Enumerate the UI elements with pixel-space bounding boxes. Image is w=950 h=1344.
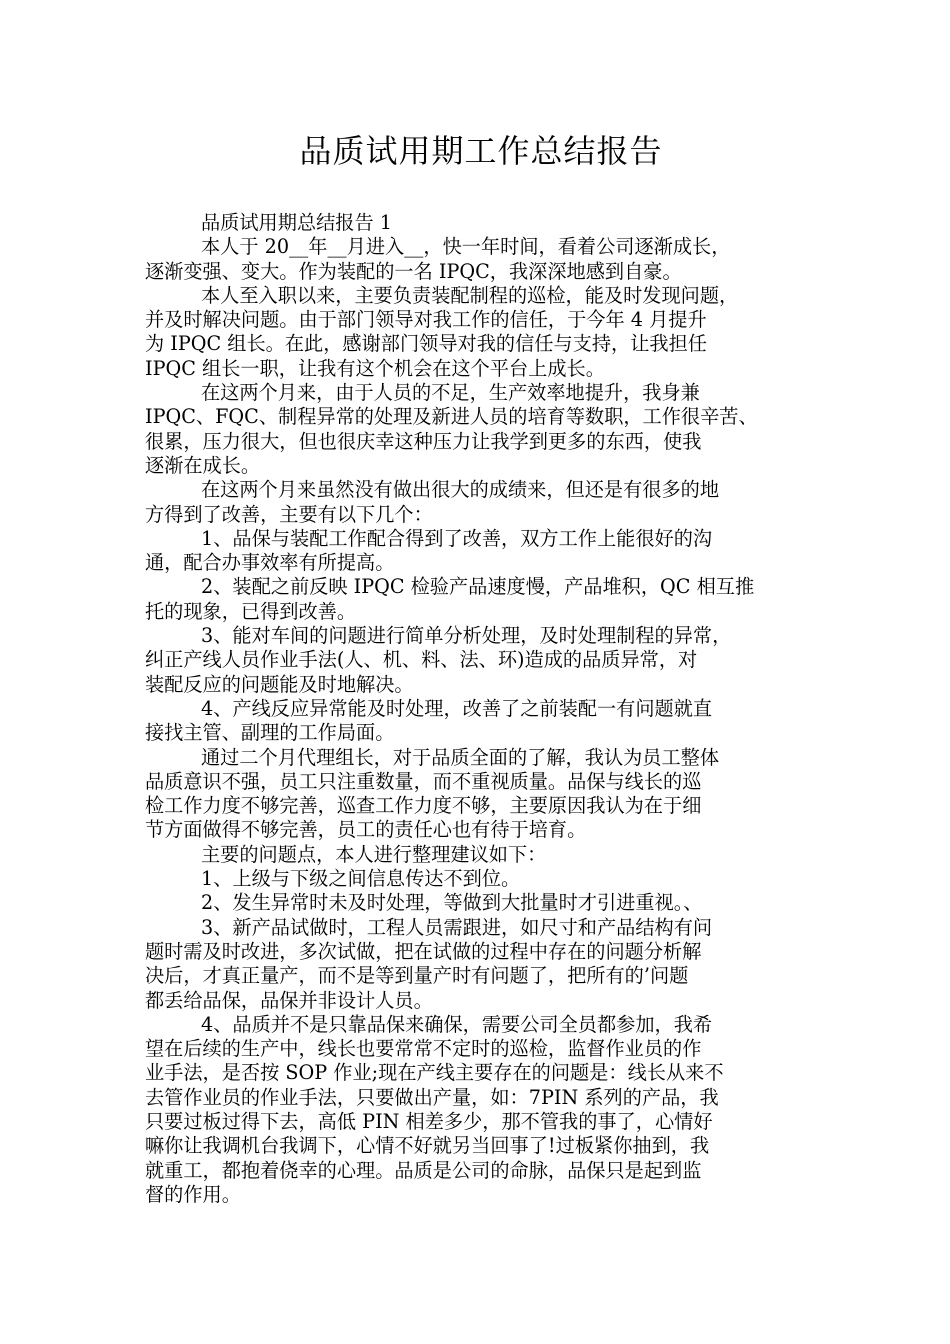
text-line: 题时需及时改进，多次试做，把在试做的过程中存在的问题分析解 — [145, 939, 702, 963]
text-line: 都丢给品保，品保并非设计人员。 — [145, 988, 433, 1012]
text-line: 只要过板过得下去，高低 PIN 相差多少，那不管我的事了，心情好 — [145, 1109, 713, 1133]
text-line: 并及时解决问题。由于部门领导对我工作的信任，于今年 4 月提升 — [145, 308, 707, 332]
text-line: 4、品质并不是只靠品保来确保，需要公司全员都参加，我希 — [201, 1012, 713, 1036]
text-line: 检工作力度不够完善，巡查工作力度不够，主要原因我认为在于细 — [145, 794, 702, 818]
text-line: 2、装配之前反映 IPQC 检验产品速度慢，产品堆积，QC 相互推 — [201, 575, 755, 599]
text-line: 决后，才真正量产，而不是等到量产时有问题了，把所有的’问题 — [145, 964, 689, 988]
text-line: 纠正产线人员作业手法(人、机、料、法、环)造成的品质异常，对 — [145, 648, 698, 672]
document-body — [145, 211, 817, 1207]
text-line: 节方面做得不够完善，员工的责任心也有待于培育。 — [145, 818, 587, 842]
text-line: 在这两个月来，由于人员的不足，生产效率地提升，我身兼 — [201, 381, 700, 405]
text-line: 业手法，是否按 SOP 作业;现在产线主要存在的问题是：线长从来不 — [145, 1061, 724, 1085]
text-line: 嘛你让我调机台我调下，心情不好就另当回事了!过板紧你抽到，我 — [145, 1134, 710, 1158]
text-line: 品质试用期总结报告 1 — [201, 211, 392, 234]
text-line: 1、上级与下级之间信息传达不到位。 — [201, 867, 521, 891]
text-line: 3、能对车间的问题进行简单分析处理，及时处理制程的异常， — [201, 624, 732, 648]
document-title: 品质试用期工作总结报告 — [299, 132, 663, 170]
text-line: 本人于 20__年__月进入__，快一年时间，看着公司逐渐成长， — [201, 235, 731, 259]
text-line: 4、产线反应异常能及时处理，改善了之前装配一有问题就直 — [201, 696, 713, 720]
text-line: 通过二个月代理组长，对于品质全面的了解，我认为员工整体 — [201, 745, 720, 769]
text-line: 品质意识不强，员工只注重数量，而不重视质量。品保与线长的巡 — [145, 769, 702, 793]
text-line: 托的现象，已得到改善。 — [145, 599, 357, 623]
text-line: 在这两个月来虽然没有做出很大的成绩来，但还是有很多的地 — [201, 478, 720, 502]
text-line: 去管作业员的作业手法，只要做出产量，如：7PIN 系列的产品，我 — [145, 1085, 719, 1109]
text-line: 很累，压力很大，但也很庆幸这种压力让我学到更多的东西，使我 — [145, 429, 702, 453]
text-line: 督的作用。 — [145, 1182, 241, 1206]
text-line: 为 IPQC 组长。在此，感谢部门领导对我的信任与支持，让我担任 — [145, 332, 707, 356]
text-line: 方得到了改善，主要有以下几个： — [145, 502, 433, 526]
text-line: 逐渐变强、变大。作为装配的一名 IPQC，我深深地感到自豪。 — [145, 259, 682, 283]
text-line: 逐渐在成长。 — [145, 453, 261, 477]
text-line: 3、新产品试做时，工程人员需跟进，如尺寸和产品结构有问 — [201, 915, 713, 939]
text-line: 装配反应的问题能及时地解决。 — [145, 672, 414, 696]
text-line: 望在后续的生产中，线长也要常常不定时的巡检，监督作业员的作 — [145, 1037, 702, 1061]
text-line: 接找主管、副理的工作局面。 — [145, 721, 395, 745]
text-line: IPQC 组长一职，让我有这个机会在这个平台上成长。 — [145, 356, 605, 380]
text-line: 主要的问题点，本人进行整理建议如下： — [201, 842, 547, 866]
text-line: 就重工，都抱着侥幸的心理。品质是公司的命脉，品保只是起到监 — [145, 1158, 702, 1182]
text-line: 2、发生异常时未及时处理，等做到大批量时才引进重视。、 — [201, 891, 703, 915]
text-line: IPQC、FQC、制程异常的处理及新进人员的培育等数职，工作很辛苦、 — [145, 405, 758, 429]
text-line: 通，配合办事效率有所提高。 — [145, 551, 395, 575]
text-line: 1、品保与装配工作配合得到了改善，双方工作上能很好的沟 — [201, 526, 713, 550]
document-page — [145, 128, 817, 1207]
text-line: 本人至入职以来，主要负责装配制程的巡检，能及时发现问题， — [201, 283, 739, 307]
